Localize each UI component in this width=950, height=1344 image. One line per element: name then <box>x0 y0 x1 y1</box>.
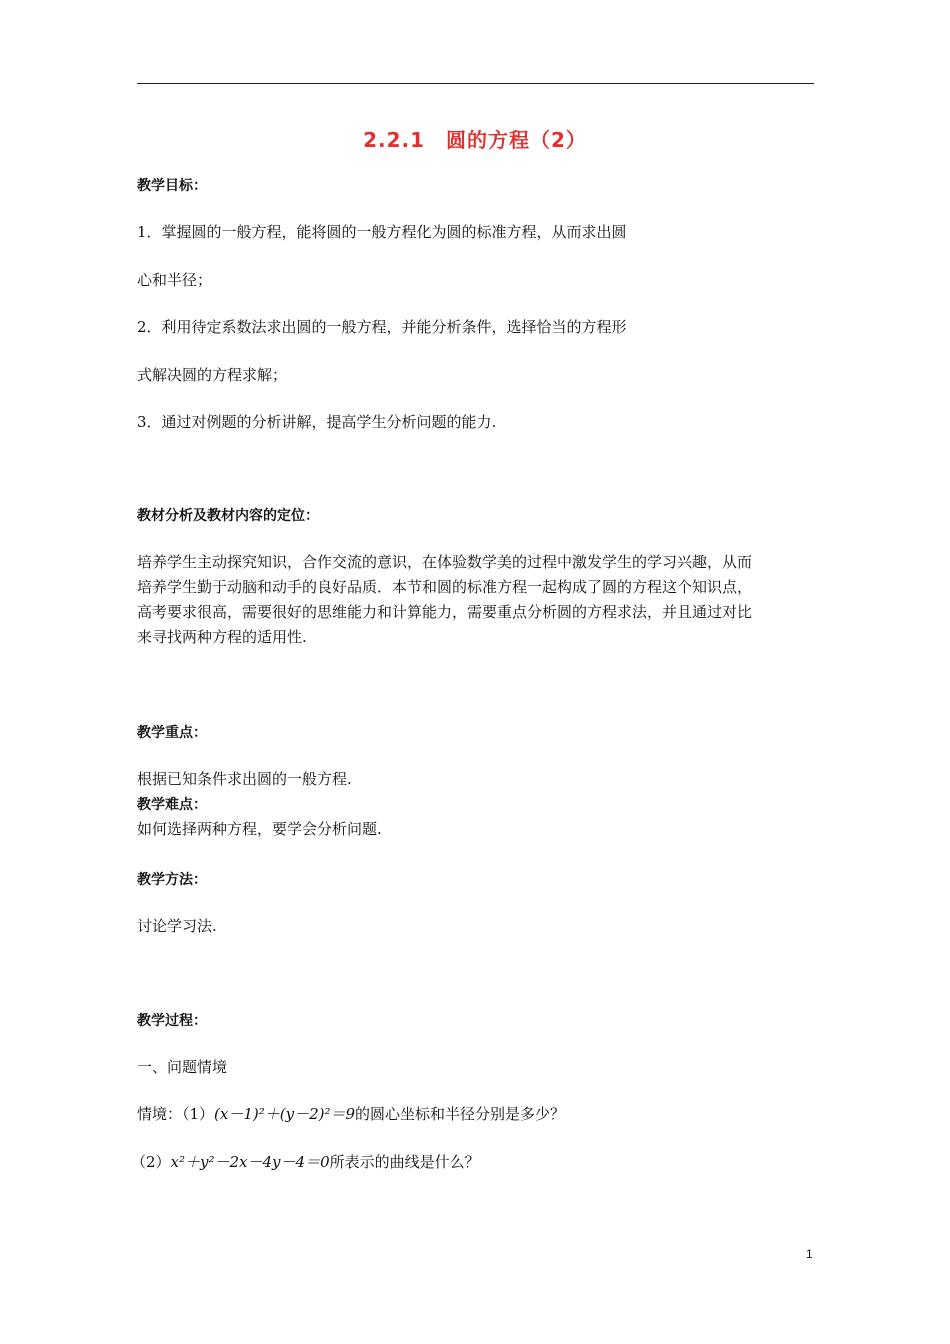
situation-1-prefix: 情境：（1） <box>137 1105 215 1123</box>
header-rule <box>137 83 814 84</box>
situation-1 <box>137 1103 565 1124</box>
analysis-line: 高考要求很高，需要很好的思维能力和计算能力，需要重点分析圆的方程求法，并且通过对比 <box>137 603 753 621</box>
situation-2-equation: x²＋y²－2x－4y－4＝0 <box>170 1153 330 1171</box>
situation-1-equation: (x－1)²＋(y－2)²＝9 <box>214 1105 356 1123</box>
situation-2-prefix: （2） <box>131 1153 171 1171</box>
section-1-title: 一、问题情境 <box>137 1058 228 1076</box>
situation-2-suffix: 所表示的曲线是什么？ <box>329 1153 480 1171</box>
objective-1-line-2: 心和半径； <box>137 271 213 289</box>
analysis-paragraph <box>137 550 817 650</box>
methods-heading: 教学方法： <box>137 872 207 888</box>
objective-3: 3．通过对例题的分析讲解，提高学生分析问题的能力. <box>137 413 497 431</box>
analysis-line: 培养学生勤于动脑和动手的良好品质．本节和圆的标准方程一起构成了圆的方程这个知识点， <box>137 578 753 596</box>
methods-text: 讨论学习法. <box>137 917 217 935</box>
objective-2-line-2: 式解决圆的方程求解； <box>137 366 288 384</box>
key-points-text: 根据已知条件求出圆的一般方程. <box>137 770 352 788</box>
key-points-heading: 教学重点： <box>137 725 207 741</box>
analysis-line: 培养学生主动探究知识，合作交流的意识，在体验数学美的过程中激发学生的学习兴趣，从而 <box>137 553 753 571</box>
page-title: 2.2.1 圆的方程（2） <box>363 128 587 152</box>
situation-1-suffix: 的圆心坐标和半径分别是多少？ <box>355 1105 566 1123</box>
objective-1-line-1: 1．掌握圆的一般方程，能将圆的一般方程化为圆的标准方程，从而求出圆 <box>137 223 627 241</box>
difficulties-text: 如何选择两种方程，要学会分析问题. <box>137 820 382 838</box>
objectives-heading: 教学目标： <box>137 178 207 194</box>
process-heading: 教学过程： <box>137 1013 207 1029</box>
situation-2 <box>131 1151 480 1172</box>
analysis-heading: 教材分析及教材内容的定位： <box>137 508 319 524</box>
objective-2-line-1: 2．利用待定系数法求出圆的一般方程，并能分析条件，选择恰当的方程形 <box>137 318 627 336</box>
page-number: 1 <box>806 1247 813 1261</box>
analysis-line: 来寻找两种方程的适用性. <box>137 628 307 646</box>
difficulties-heading: 教学难点： <box>137 797 207 813</box>
